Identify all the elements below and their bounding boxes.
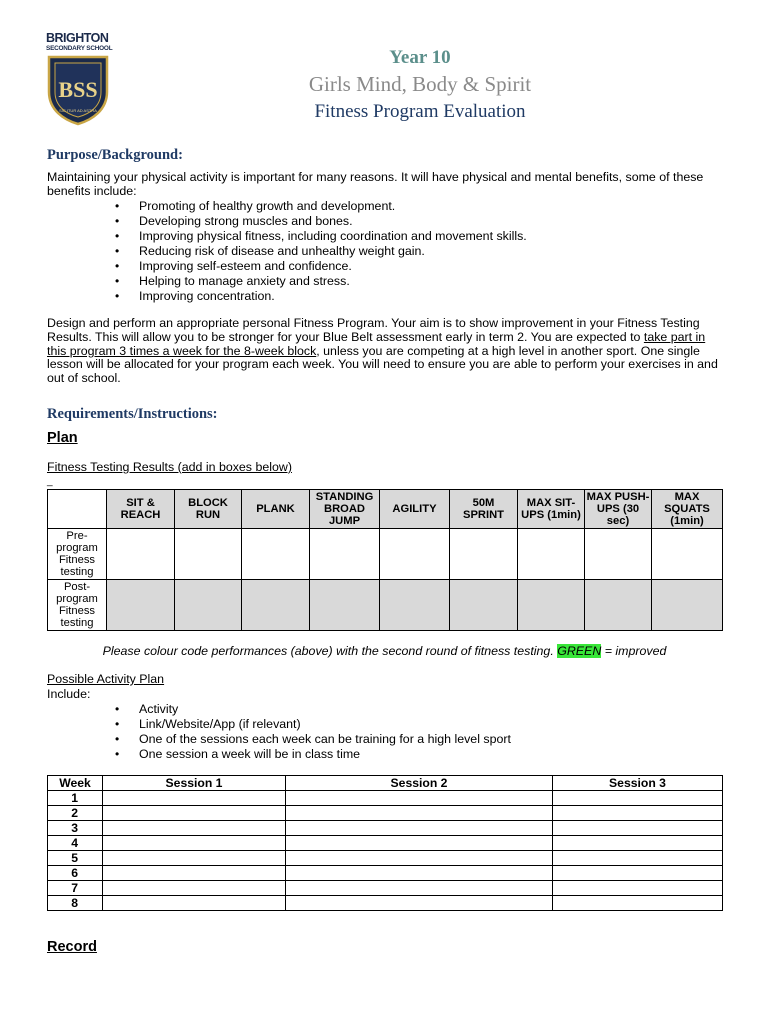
table-row	[48, 851, 723, 866]
session-cell[interactable]	[103, 851, 286, 866]
column-header: 50M SPRINT	[450, 490, 518, 529]
week-number: 3	[48, 821, 103, 836]
column-header: AGILITY	[380, 490, 450, 529]
table-corner	[48, 490, 107, 529]
result-cell[interactable]	[380, 580, 450, 631]
session-cell[interactable]	[553, 791, 723, 806]
list-item: • Improving self-esteem and confidence.	[112, 259, 527, 274]
result-cell[interactable]	[652, 580, 723, 631]
weekly-sessions-table	[47, 775, 723, 911]
header-title: Fitness Program Evaluation	[314, 101, 526, 122]
table-row	[48, 896, 723, 911]
session-cell[interactable]	[103, 866, 286, 881]
session-cell[interactable]	[103, 806, 286, 821]
table-row	[48, 580, 723, 631]
session-cell[interactable]	[103, 896, 286, 911]
column-header: PLANK	[242, 490, 310, 529]
crest-letters: BSS	[58, 77, 98, 102]
column-header: Session 2	[286, 776, 553, 791]
column-header: MAX SQUATS (1min)	[652, 490, 723, 529]
week-number: 7	[48, 881, 103, 896]
column-header: SIT & REACH	[107, 490, 175, 529]
list-item: • Improving concentration.	[112, 289, 527, 304]
week-number: 6	[48, 866, 103, 881]
session-cell[interactable]	[286, 806, 553, 821]
crest-motto: SIC ITUR AD ASTRA	[59, 108, 97, 113]
week-number: 5	[48, 851, 103, 866]
session-cell[interactable]	[286, 791, 553, 806]
purpose-intro: Maintaining your physical activity is important for many reasons. It will have physical and mental benefits, some of these benefits include:	[47, 170, 704, 198]
result-cell[interactable]	[450, 529, 518, 580]
week-number: 2	[48, 806, 103, 821]
benefits-list	[112, 199, 527, 304]
list-item: • Reducing risk of disease and unhealthy weight gain.	[112, 244, 527, 259]
column-header: STANDING BROAD JUMP	[310, 490, 380, 529]
activity-plan-label: Possible Activity Plan	[47, 672, 165, 686]
table-row	[48, 791, 723, 806]
colour-code-note	[47, 644, 722, 658]
session-cell[interactable]	[286, 836, 553, 851]
result-cell[interactable]	[242, 529, 310, 580]
result-cell[interactable]	[380, 529, 450, 580]
list-item: • Promoting of healthy growth and development.	[112, 199, 527, 214]
session-cell[interactable]	[103, 821, 286, 836]
session-cell[interactable]	[553, 866, 723, 881]
week-number: 4	[48, 836, 103, 851]
list-item: • Helping to manage anxiety and stress.	[112, 274, 527, 289]
result-cell[interactable]	[242, 580, 310, 631]
description-text: Design and perform an appropriate personal Fitness Program. Your aim is to show improvement in your Fitness Testing Results. This will allow you to be stronger for your Blue Belt assessment early in term 2. You are expected to	[47, 316, 700, 344]
header-subtitle: Girls Mind, Body & Spirit	[308, 72, 532, 96]
list-item: • Developing strong muscles and bones.	[112, 214, 527, 229]
session-cell[interactable]	[103, 791, 286, 806]
column-header: BLOCK RUN	[175, 490, 242, 529]
session-cell[interactable]	[553, 806, 723, 821]
session-cell[interactable]	[553, 896, 723, 911]
result-cell[interactable]	[107, 529, 175, 580]
session-cell[interactable]	[286, 896, 553, 911]
session-cell[interactable]	[286, 851, 553, 866]
result-cell[interactable]	[585, 580, 652, 631]
result-cell[interactable]	[518, 529, 585, 580]
plan-heading: Plan	[47, 430, 78, 446]
include-label: Include:	[47, 687, 91, 701]
requirements-heading: Requirements/Instructions:	[47, 406, 218, 422]
column-header: MAX SIT-UPS (1min)	[518, 490, 585, 529]
column-header: Week	[48, 776, 103, 791]
week-number: 8	[48, 896, 103, 911]
result-cell[interactable]	[585, 529, 652, 580]
table-row	[48, 881, 723, 896]
result-cell[interactable]	[310, 580, 380, 631]
session-cell[interactable]	[553, 881, 723, 896]
column-header: Session 3	[553, 776, 723, 791]
note-text: Please colour code performances (above) with the second round of fitness testing.	[102, 644, 558, 658]
session-cell[interactable]	[103, 836, 286, 851]
row-header: Post-program Fitness testing	[48, 580, 107, 631]
table-row	[48, 806, 723, 821]
school-subtitle: SECONDARY SCHOOL	[46, 45, 113, 52]
session-cell[interactable]	[286, 881, 553, 896]
purpose-heading: Purpose/Background:	[47, 147, 183, 163]
record-heading: Record	[47, 939, 97, 955]
list-item: • One of the sessions each week can be training for a high level sport	[112, 732, 511, 747]
result-cell[interactable]	[175, 580, 242, 631]
session-cell[interactable]	[553, 836, 723, 851]
list-item: • One session a week will be in class time	[112, 747, 511, 762]
session-cell[interactable]	[553, 851, 723, 866]
result-cell[interactable]	[310, 529, 380, 580]
table-row	[48, 866, 723, 881]
fitness-results-label: Fitness Testing Results (add in boxes below)	[47, 460, 292, 474]
fitness-results-table	[47, 489, 723, 631]
program-description	[47, 317, 727, 386]
school-logo	[46, 31, 113, 126]
session-cell[interactable]	[286, 821, 553, 836]
session-cell[interactable]	[553, 821, 723, 836]
list-item: • Improving physical fitness, including coordination and movement skills.	[112, 229, 527, 244]
result-cell[interactable]	[175, 529, 242, 580]
list-item: • Activity	[112, 702, 511, 717]
column-header: MAX PUSH-UPS (30 sec)	[585, 490, 652, 529]
result-cell[interactable]	[652, 529, 723, 580]
list-item: • Link/Website/App (if relevant)	[112, 717, 511, 732]
week-number: 1	[48, 791, 103, 806]
header-year: Year 10	[389, 47, 451, 68]
activity-plan-list	[112, 702, 511, 762]
result-cell[interactable]	[518, 580, 585, 631]
table-row	[48, 821, 723, 836]
school-crest-icon	[46, 54, 110, 126]
row-header: Pre-program Fitness testing	[48, 529, 107, 580]
note-text-end: = improved	[601, 644, 667, 658]
result-cell[interactable]	[450, 580, 518, 631]
session-cell[interactable]	[103, 881, 286, 896]
session-cell[interactable]	[286, 866, 553, 881]
table-row	[48, 836, 723, 851]
school-name: BRIGHTON	[46, 31, 109, 45]
green-highlight: GREEN	[557, 644, 602, 658]
table-row	[48, 529, 723, 580]
column-header: Session 1	[103, 776, 286, 791]
description-text-end: , unless you are competing at a high level in another sport. One single lesson will be allocated for your program each week. You will need to ensure you are able to perform your exercises in and out of school.	[47, 343, 718, 386]
description-underlined: take part in this program 3 times a week for the 8-week block	[47, 329, 706, 358]
dash-mark: _	[47, 476, 53, 487]
result-cell[interactable]	[107, 580, 175, 631]
